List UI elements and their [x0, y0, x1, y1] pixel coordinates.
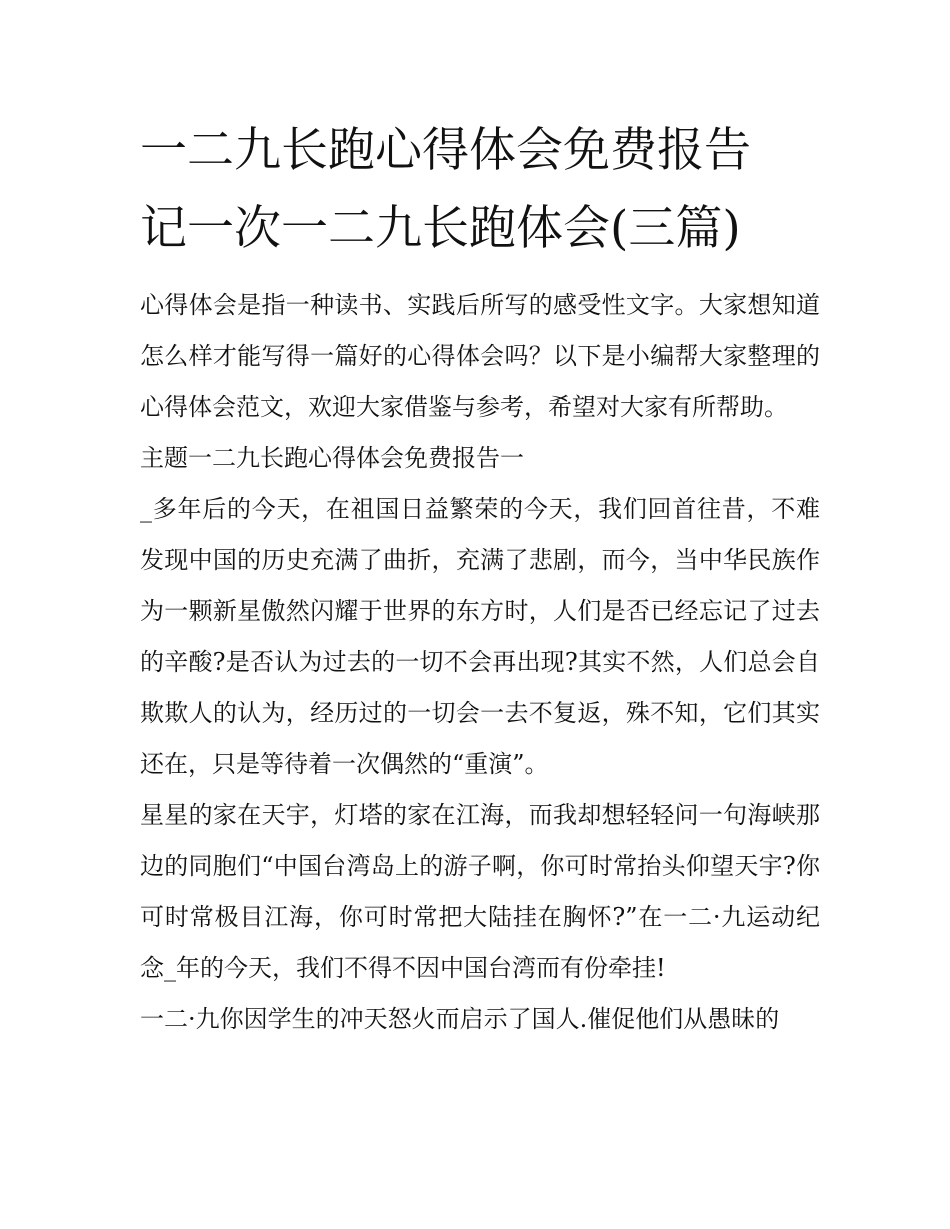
- document-body: [140, 280, 820, 1045]
- title-line-2: 记一次一二九长跑体会(三篇): [140, 201, 741, 256]
- intro-paragraph: 心得体会是指一种读书、实践后所写的感受性文字。大家想知道怎么样才能写得一篇好的心得体会吗？以下是小编帮大家整理的心得体会范文，欢迎大家借鉴与参考，希望对大家有所帮助。: [140, 291, 820, 421]
- body-paragraph-2: 星星的家在天宇，灯塔的家在江海，而我却想轻轻问一句海峡那边的同胞们“中国台湾岛上的游子啊，你可时常抬头仰望天宇?你可时常极目江海，你可时常把大陆挂在胸怀?”在一二·九运动纪念_年的今天，我们不得不因中国台湾而有份牵挂!: [140, 801, 820, 982]
- title-line-1: 一二九长跑心得体会免费报告: [140, 123, 751, 178]
- body-paragraph-1: _多年后的今天，在祖国日益繁荣的今天，我们回首往昔，不难发现中国的历史充满了曲折，充满了悲剧，而今，当中华民族作为一颗新星傲然闪耀于世界的东方时，人们是否已经忘记了过去的辛酸?是否认为过去的一切不会再出现?其实不然，人们总会自欺欺人的认为，经历过的一切会一去不复返，殊不知，它们其实还在，只是等待着一次偶然的“重演”。: [140, 495, 820, 778]
- document-title: [140, 112, 820, 268]
- document-page: [140, 112, 820, 1045]
- body-paragraph-3: 一二·九你因学生的冲天怒火而启示了国人.催促他们从愚昧的: [140, 1005, 780, 1033]
- section-heading: 主题一二九长跑心得体会免费报告一: [140, 444, 524, 472]
